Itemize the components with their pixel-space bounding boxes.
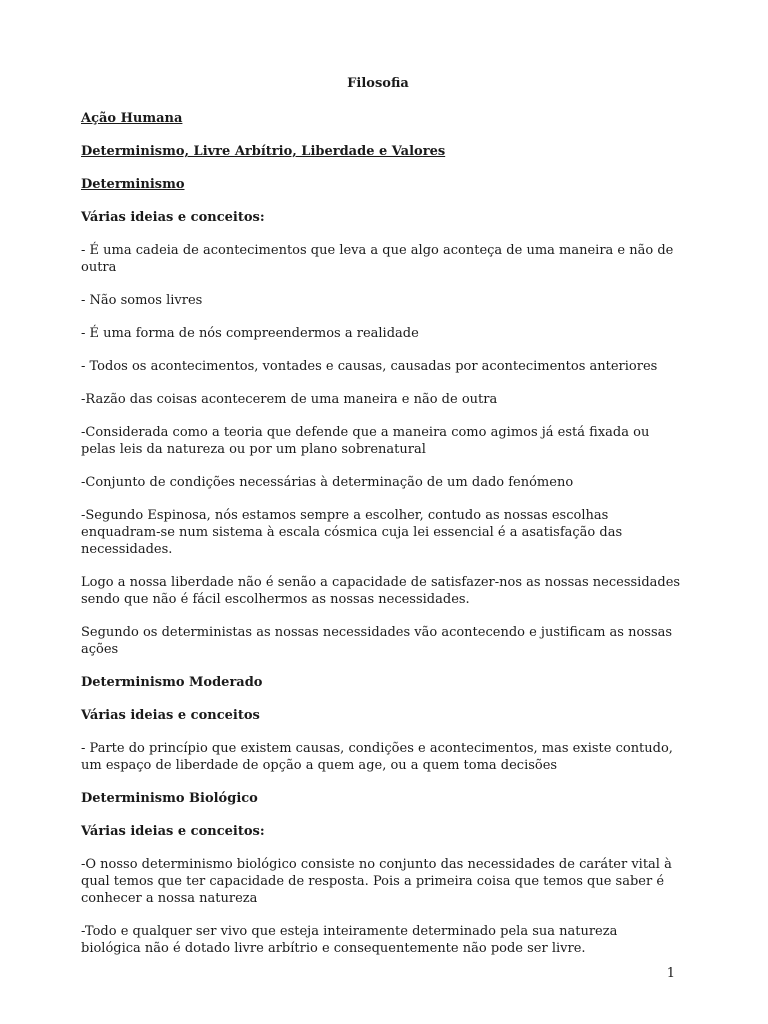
paragraph: -Todo e qualquer ser vivo que esteja inteiramente determinado pela sua natureza biológica não é dotado livre arbítrio e consequentemente não pode ser livre. — [81, 924, 618, 956]
paragraph: - Todos os acontecimentos, vontades e causas, causadas por acontecimentos anteriores — [81, 359, 658, 374]
heading-determinismo-biologico: Determinismo Biológico — [81, 791, 258, 806]
paragraph: -Considerada como a teoria que defende que a maneira como agimos já está fixada ou pelas leis da natureza ou por um plano sobrenatural — [81, 425, 650, 457]
paragraph: Segundo os deterministas as nossas necessidades vão acontecendo e justificam as nossas ações — [81, 625, 673, 657]
paragraph: - É uma cadeia de acontecimentos que leva a que algo aconteça de uma maneira e não de outra — [81, 243, 674, 275]
paragraph: -O nosso determinismo biológico consiste no conjunto das necessidades de caráter vital à qual temos que ter capacidade de resposta. Pois a primeira coisa que temos que saber é conhecer a nossa natureza — [81, 857, 672, 906]
paragraph: - Parte do princípio que existem causas, condições e acontecimentos, mas existe contudo, um espaço de liberdade de opção a quem age, ou a quem toma decisões — [81, 741, 673, 773]
subheading-varias-ideias: Várias ideias e conceitos — [81, 708, 260, 723]
subheading-varias-ideias: Várias ideias e conceitos: — [81, 210, 265, 225]
paragraph: - Não somos livres — [81, 293, 203, 308]
document-title: Filosofia — [347, 76, 409, 91]
subheading-varias-ideias: Várias ideias e conceitos: — [81, 824, 265, 839]
heading-determinismo: Determinismo — [81, 177, 185, 192]
heading-acao-humana: Ação Humana — [81, 111, 183, 126]
paragraph: -Conjunto de condições necessárias à determinação de um dado fenómeno — [81, 475, 574, 490]
paragraph: -Segundo Espinosa, nós estamos sempre a escolher, contudo as nossas escolhas enquadram-se num sistema à escala cósmica cuja lei essencial é a asatisfação das necessidades. — [81, 508, 623, 557]
heading-determinismo-moderado: Determinismo Moderado — [81, 675, 263, 690]
paragraph: Logo a nossa liberdade não é senão a capacidade de satisfazer-nos as nossas necessidades sendo que não é fácil escolhermos as nossas necessidades. — [81, 575, 681, 607]
paragraph: - É uma forma de nós compreendermos a realidade — [81, 326, 419, 341]
page-number: 1 — [666, 966, 675, 981]
paragraph: -Razão das coisas acontecerem de uma maneira e não de outra — [81, 392, 498, 407]
heading-determinismo-livre-arbitrio: Determinismo, Livre Arbítrio, Liberdade e Valores — [81, 144, 446, 159]
document-body — [81, 110, 681, 973]
